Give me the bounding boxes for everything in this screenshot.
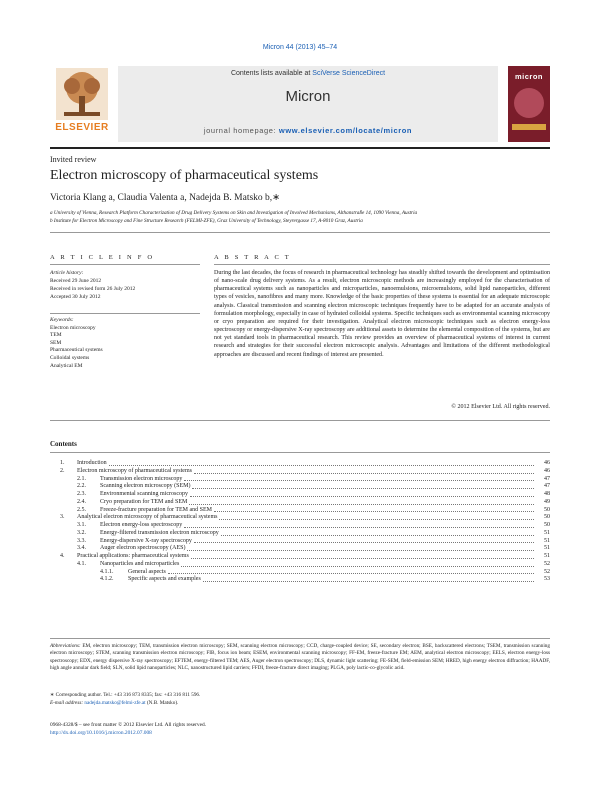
homepage-prefix: journal homepage: xyxy=(203,126,279,135)
footnote-rule xyxy=(50,638,550,639)
divider xyxy=(50,232,550,233)
toc-entry-page: 48 xyxy=(544,491,550,497)
toc-entry[interactable] xyxy=(50,530,550,538)
toc-entry-page: 49 xyxy=(544,498,550,505)
toc-entry-title: Environmental scanning microscopy xyxy=(100,491,188,497)
toc-entry-title: Transmission electron microscopy xyxy=(100,475,183,482)
toc-leader-dots xyxy=(168,569,534,575)
toc-entry-number: 4.1. xyxy=(77,560,86,567)
toc-entry[interactable] xyxy=(50,514,550,522)
toc-entry-title: Electron microscopy of pharmaceutical systems xyxy=(77,467,192,474)
toc-entry-page: 51 xyxy=(544,553,550,559)
toc-entry-number: 4. xyxy=(60,553,65,559)
abbreviations-footnote xyxy=(50,643,550,673)
contents-prefix: Contents lists available at xyxy=(230,70,313,77)
toc-entry-number: 2. xyxy=(60,467,65,474)
toc-entry-page: 52 xyxy=(544,560,550,567)
toc-entry-number: 1. xyxy=(60,460,65,466)
affiliation-b: b Institute for Electron Microscopy and Fine Structure Research (FELMI-ZFE), Graz University of Technology, Steyrergasse 17, A-8010 Graz, Austria xyxy=(50,218,363,224)
affiliation-a: a University of Vienna, Research Platform Characterization of Drug Delivery Systems on Skin and Investigation of Involved Mechanisms, Althanstraße 14, 1090 Vienna, Austria xyxy=(50,210,418,216)
toc-entry-number: 3.1. xyxy=(77,522,86,528)
toc-leader-dots xyxy=(203,576,534,582)
toc-leader-dots xyxy=(190,491,534,497)
cover-title: micron xyxy=(514,72,543,81)
journal-masthead xyxy=(50,64,550,144)
toc-entry-title: Analytical electron microscopy of pharmaceutical systems xyxy=(77,514,218,521)
toc-entry-page: 52 xyxy=(544,568,550,575)
toc-entry[interactable] xyxy=(50,499,550,507)
toc-entry[interactable] xyxy=(50,553,550,561)
toc-entry[interactable] xyxy=(50,522,550,530)
toc-leader-dots xyxy=(194,538,534,544)
contents-available-line xyxy=(118,70,498,77)
corresponding-author-footnote: ∗ Corresponding author. Tel.: +43 316 873 8335; fax: +43 316 811 596. xyxy=(50,692,201,698)
toc-entry-page: 50 xyxy=(544,514,550,521)
revised-date: Received in revised form 26 July 2012 xyxy=(50,286,136,292)
toc-entry-number: 2.2. xyxy=(77,483,86,490)
email-footnote xyxy=(50,700,550,707)
keywords-label: Keywords: xyxy=(50,317,74,323)
email-label: E-mail address: xyxy=(50,700,84,706)
toc-entry-number: 2.4. xyxy=(77,498,86,505)
toc-entry[interactable] xyxy=(50,545,550,553)
article-info-heading: A R T I C L E I N F O xyxy=(50,254,155,261)
abstract-text: During the last decades, the focus of research in pharmaceutical technology has steadily shifted towards the development and optimisation of nano-scale drug delivery systems. As a result, electron microscopic methods are increasingly employed for the characterisation of pharmaceutical systems such as nanoparticles and microparticles, nanoemulsions, microemulsions, solid lipid nanoparticles, different types of vesicles, nanofibres and many more. Knowledge of the basic properties of these systems is essential for an adequate microscopic analysis. Classical transmission and scanning electron microscopic techniques frequently have to be adapted for an accurate analysis of formulation morphology, especially in case of hydrated colloidal systems. Specific techniques such as environmental scanning microscopy or cryo preparation are required for their investigation. Analytical electron microscopic techniques such as electron energy-loss spectroscopy or energy-dispersive X-ray spectroscopy are additional assets to determine the elemental composition of the systems, but are not yet standard tools in pharmaceutical research. This review provides an overview of pharmaceutical systems of interest in current research and strategies for their successful electron microscopic analysis. Advantages and limitations of the different methodological approaches are discussed and recent findings of interest are presented. xyxy=(214,270,550,358)
toc-entry-number: 3.2. xyxy=(77,529,86,536)
toc-entry-number: 4.1.2. xyxy=(100,576,114,583)
toc-entry-page: 53 xyxy=(544,576,550,583)
toc-entry[interactable] xyxy=(50,460,550,468)
toc-entry-number: 3.4. xyxy=(77,545,86,552)
toc-entry-page: 50 xyxy=(544,506,550,513)
email-suffix: (N.B. Matsko). xyxy=(146,700,179,706)
toc-entry-number: 2.3. xyxy=(77,491,86,497)
toc-entry-page: 50 xyxy=(544,522,550,528)
toc-entry-title: Freeze-fracture preparation for TEM and SEM xyxy=(100,506,213,513)
toc-entry-title: Electron energy-loss spectroscopy xyxy=(100,522,183,528)
divider xyxy=(50,420,550,421)
toc-entry-page: 51 xyxy=(544,537,550,544)
toc-leader-dots xyxy=(184,476,534,482)
elsevier-tree-icon xyxy=(56,68,108,120)
toc-leader-dots xyxy=(194,468,534,474)
toc-entry-number: 3. xyxy=(60,514,65,521)
divider xyxy=(50,264,200,265)
toc-leader-dots xyxy=(192,483,534,489)
toc-leader-dots xyxy=(184,522,534,528)
divider xyxy=(50,313,200,314)
accepted-date: Accepted 30 July 2012 xyxy=(50,294,101,300)
keyword: Analytical EM xyxy=(50,362,83,369)
toc-leader-dots xyxy=(189,499,534,505)
doi-link[interactable]: http://dx.doi.org/10.1016/j.micron.2012.07.008 xyxy=(50,730,152,736)
table-of-contents xyxy=(50,460,550,584)
toc-entry-title: Energy-dispersive X-ray spectroscopy xyxy=(100,537,192,544)
toc-leader-dots xyxy=(187,545,534,551)
toc-entry-number: 4.1.1. xyxy=(100,568,114,575)
header-rule xyxy=(50,147,550,149)
toc-entry-page: 51 xyxy=(544,529,550,536)
email-link[interactable]: nadejda.matsko@felmi-zfe.at xyxy=(84,700,146,706)
journal-cover-image xyxy=(508,66,550,142)
toc-entry-title: Auger electron spectroscopy (AES) xyxy=(100,545,186,552)
toc-entry-page: 47 xyxy=(544,475,550,482)
publisher-name: ELSEVIER xyxy=(55,122,109,133)
abstract-heading: A B S T R A C T xyxy=(214,254,291,261)
contents-heading: Contents xyxy=(50,440,77,448)
keyword: TEM xyxy=(50,332,62,339)
keyword: Electron microscopy xyxy=(50,324,96,331)
toc-entry-page: 46 xyxy=(544,467,550,474)
keyword: Pharmaceutical systems xyxy=(50,347,103,354)
toc-entry[interactable] xyxy=(50,483,550,491)
toc-leader-dots xyxy=(214,507,534,513)
toc-entry-title: General aspects xyxy=(128,568,166,575)
journal-homepage-link[interactable]: www.elsevier.com/locate/micron xyxy=(278,126,413,135)
cover-bar xyxy=(512,124,546,130)
history-label: Article history: xyxy=(50,270,84,276)
issn-line: 0968-4328/$ – see front matter © 2012 Elsevier Ltd. All rights reserved. xyxy=(50,722,207,728)
masthead-banner xyxy=(118,66,498,142)
toc-leader-dots xyxy=(109,460,534,466)
toc-entry[interactable] xyxy=(50,491,550,499)
sciencedirect-link[interactable]: SciVerse ScienceDirect xyxy=(312,70,386,77)
toc-leader-dots xyxy=(219,514,534,520)
toc-leader-dots xyxy=(191,553,534,559)
abbreviations-label: Abbreviations: xyxy=(50,643,81,649)
toc-entry[interactable] xyxy=(50,569,550,577)
article-history xyxy=(50,269,200,301)
journal-reference[interactable]: Micron 44 (2013) 45–74 xyxy=(262,44,338,51)
article-type: Invited review xyxy=(50,155,97,164)
toc-entry-number: 2.1. xyxy=(77,475,86,482)
journal-homepage-line xyxy=(118,126,498,135)
toc-leader-dots xyxy=(221,530,534,536)
keywords-block xyxy=(50,317,200,370)
toc-entry-title: Cryo preparation for TEM and SEM xyxy=(100,498,188,505)
keyword: SEM xyxy=(50,339,62,346)
divider xyxy=(50,452,550,453)
toc-entry-page: 46 xyxy=(544,460,550,466)
toc-entry-page: 51 xyxy=(544,545,550,552)
divider xyxy=(214,264,550,265)
toc-leader-dots xyxy=(181,561,534,567)
keyword: Colloidal systems xyxy=(50,354,90,361)
toc-entry-page: 47 xyxy=(544,483,550,490)
toc-entry[interactable] xyxy=(50,576,550,584)
received-date: Received 29 June 2012 xyxy=(50,278,102,284)
toc-entry-title: Specific aspects and examples xyxy=(128,576,201,583)
toc-entry-number: 2.5. xyxy=(77,506,86,513)
toc-entry-title: Nanoparticles and microparticles xyxy=(100,560,180,567)
toc-entry-title: Scanning electron microscopy (SEM) xyxy=(100,483,191,490)
toc-entry[interactable] xyxy=(50,468,550,476)
toc-entry-number: 3.3. xyxy=(77,537,86,544)
author-list: Victoria Klang a, Claudia Valenta a, Nadejda B. Matsko b,∗ xyxy=(50,193,281,203)
toc-entry-title: Practical applications: pharmaceutical systems xyxy=(77,553,189,559)
journal-name: Micron xyxy=(285,88,331,105)
abbreviations-text: EM, electron microscopy; TEM, transmission electron microscopy; SEM, scanning electron microscopy; CCD, charge-coupled device; SE, secondary electron; BSE, backscattered electrons; TSEM, transmission scanning electron microscopy; STEM, scanning transmission electron microscopy; FIB, focus ion beam; ESEM, environmental scanning microscopy; FF-EM, freeze-fracture EM; AEM, analytical electron microscopy; EELS, electron energy-loss spectroscopy; EDX, energy dispersive X-ray spectroscopy; EFTEM, energy-filtered TEM; AES, Auger electron spectroscopy; DLS, dynamic light scattering; FE-SEM, field-emission SEM; HRED, high energy electron diffraction; HAADF, high angle annular dark field; SLN, solid lipid nanoparticles; NLC, nanostructured lipid carriers; FFDI, freeze-fracture direct imaging; PLGA, poly lactic-co-glycolic acid. xyxy=(50,643,550,672)
toc-entry-title: Introduction xyxy=(77,460,107,466)
toc-entry-title: Energy-filtered transmission electron microscopy xyxy=(100,529,219,536)
copyright-line: © 2012 Elsevier Ltd. All rights reserved. xyxy=(451,404,550,410)
article-title: Electron microscopy of pharmaceutical systems xyxy=(50,168,319,183)
cover-art xyxy=(514,88,544,118)
elsevier-logo xyxy=(50,64,114,144)
toc-entry[interactable] xyxy=(50,561,550,569)
